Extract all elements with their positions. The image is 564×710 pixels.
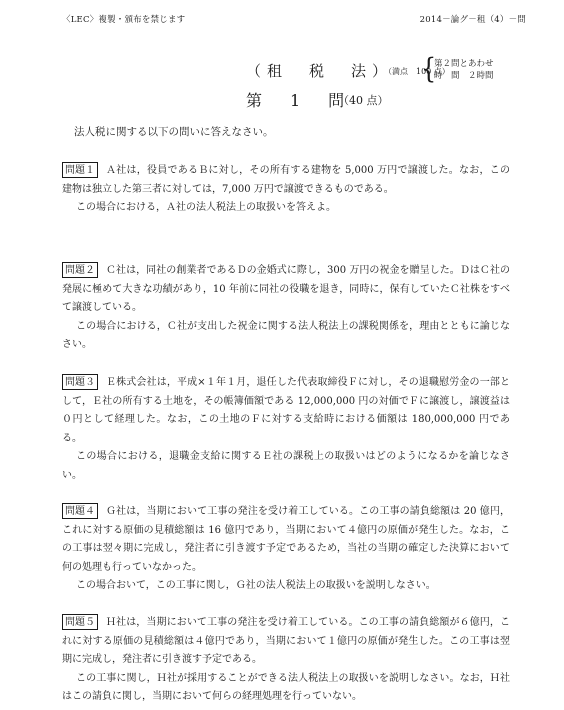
- problem-paragraph: この工事に関し，Ｈ社が採用することができる法人税法上の取扱いを説明しなさい。なお，Ｈ社はこの請負に関し，当期において何らの経理処理を行っていない。: [62, 672, 510, 703]
- problem-paragraph: Ｈ社は，当期において工事の発注を受け着工している。この工事の請負総額が６億円，これに対する原価の見積総額は４億円であり，当期において１億円の原価が発生した。この工事は翌期に完成し，発注者に引き渡す予定である。: [62, 617, 510, 666]
- problem-paragraph: Ｇ社は，当期において工事の発注を受け着工している。この工事の請負総額は 20 億円，これに対する原価の見積総額は 16 億円であり，当期において４億円の原価が発生した。なお，この工事は翌々期に完成し，発注者に引き渡す予定であるため，当社の当期の確定した決算において何の処理も行っていなかった。: [62, 506, 510, 573]
- problem-2: [62, 262, 510, 355]
- header-document-code: 2014－論グ－租（4）－問: [419, 15, 526, 25]
- problem-body: [62, 614, 510, 707]
- problem-paragraph: この場合における，Ｃ社が支出した祝金に関する法人税法上の課税関係を，理由とともに論じなさい。: [62, 320, 510, 351]
- problem-5: [62, 614, 510, 707]
- subject-title: （租 税 法）: [246, 62, 394, 80]
- problem-body: [62, 262, 510, 355]
- problem-label: 問題５: [62, 614, 98, 630]
- intro-text: 法人税に関する以下の問いに答えなさい。: [74, 126, 274, 138]
- problem-label: 問題４: [62, 503, 98, 519]
- problem-paragraph: この場合における，退職金支給に関するＥ社の課税上の取扱いはどのようになるかを論じなさい。: [62, 451, 510, 481]
- problem-body: [62, 503, 510, 596]
- exam-note-line1: 第２問とあわせ: [434, 59, 494, 69]
- problem-3: [62, 374, 510, 486]
- problem-label: 問題２: [62, 262, 98, 278]
- problem-label: 問題１: [62, 162, 98, 178]
- brace-icon: {: [421, 52, 437, 86]
- exam-note: [434, 58, 494, 82]
- problem-1: [62, 162, 510, 218]
- score-info: （満点 100 点）: [384, 67, 450, 76]
- exam-note-line2: 時 間 ２時間: [434, 71, 494, 81]
- question-points: （40 点）: [338, 94, 389, 107]
- header-copyright-notice: 〈LEC〉複製・頒布を禁じます: [62, 15, 186, 25]
- problem-label: 問題３: [62, 374, 98, 390]
- problem-body: [62, 374, 510, 486]
- problem-paragraph: Ｃ社は，同社の創業者であるＤの金婚式に際し，300 万円の祝金を贈呈した。ＤはＣ社の発展に極めて大きな功績があり，10 年前に同社の役職を退き，同時に，保有していたＣ社株をすべて譲渡している。: [62, 265, 510, 314]
- question-number: 第 1 問: [246, 91, 351, 110]
- problem-body: [62, 162, 510, 218]
- problem-paragraph: Ａ社は，役員であるＢに対し，その所有する建物を 5,000 万円で譲渡した。なお，この建物は独立した第三者に対しては，7,000 万円で譲渡できるものである。: [62, 165, 510, 195]
- problem-paragraph: Ｅ株式会社は，平成×１年１月，退任した代表取締役Ｆに対し，その退職慰労金の一部として，Ｅ社の所有する土地を，その帳簿価額である 12,000,000 円の対価でＦに譲渡し，譲渡益は０円として経理した。なお，この土地のＦに対する支給時における価額は 180,000,000 円である。: [62, 377, 510, 444]
- problem-4: [62, 503, 510, 596]
- problem-paragraph: この場合における，Ａ社の法人税法上の取扱いを答えよ。: [76, 202, 336, 214]
- problem-paragraph: この場合おいて，この工事に関し，Ｇ社の法人税法上の取扱いを説明しなさい。: [76, 580, 436, 592]
